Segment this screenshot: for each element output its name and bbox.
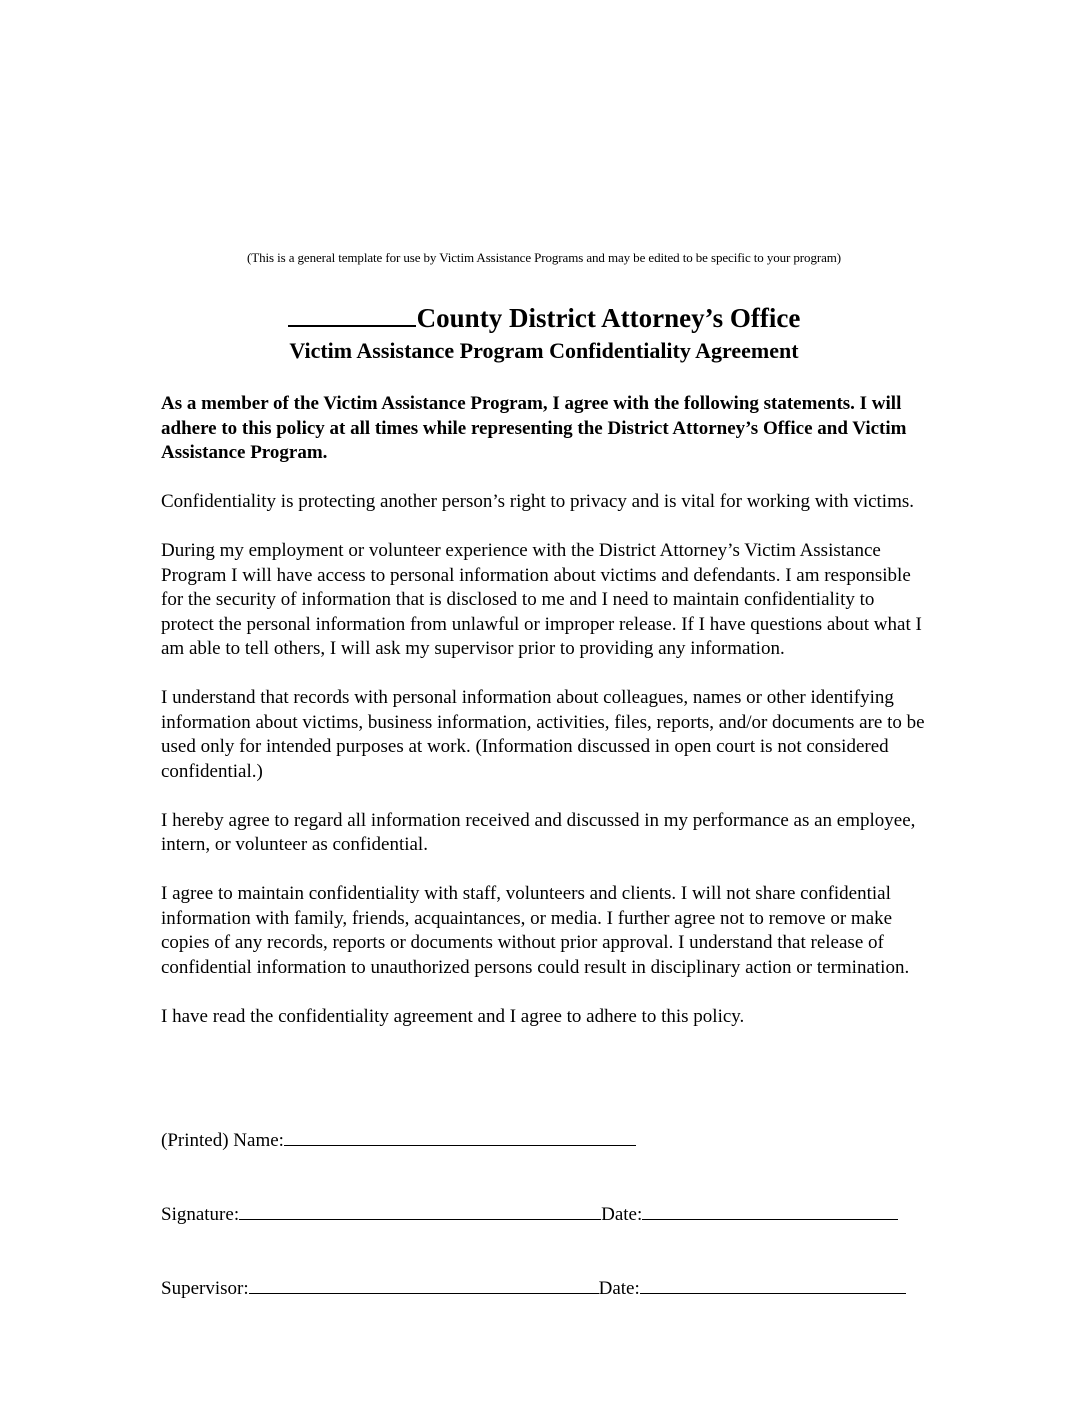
template-note: (This is a general template for use by Victim Assistance Programs and may be edited to be specific to your program) [247, 250, 841, 265]
printed-name-row [161, 1127, 636, 1153]
paragraph-agree-confidential: I hereby agree to regard all information received and discussed in my performance as an employee, intern, or volunteer as confidential. [161, 809, 916, 855]
intro-statement: As a member of the Victim Assistance Program, I agree with the following statements. I will adhere to this policy at all times while representing the District Attorney’s Office and Victim Assistance Program. [161, 393, 907, 463]
supervisor-label: Supervisor: [161, 1278, 249, 1299]
document-title [0, 300, 1088, 336]
county-blank-line[interactable] [288, 301, 416, 327]
paragraph-confidentiality-definition: Confidentiality is protecting another person’s right to privacy and is vital for working with victims. [161, 491, 915, 512]
supervisor-field[interactable] [249, 1275, 599, 1294]
title-text: County District Attorney’s Office [416, 303, 801, 333]
signature-label: Signature: [161, 1204, 240, 1225]
printed-name-field[interactable] [284, 1127, 636, 1146]
paragraph-acknowledgement: I have read the confidentiality agreement and I agree to adhere to this policy. [161, 1005, 745, 1027]
signature-row [161, 1201, 898, 1227]
supervisor-date-field[interactable] [640, 1275, 906, 1294]
paragraph-maintain-confidentiality: I agree to maintain confidentiality with staff, volunteers and clients. I will not share confidential information with family, friends, acquaintances, or media. I further agree not to remove or make copies of any records, reports or documents without prior approval. I understand that release of confidential information to unauthorized persons could result in disciplinary action or termination. [161, 883, 910, 978]
printed-name-label: (Printed) Name: [161, 1130, 284, 1151]
paragraph-records-usage: I understand that records with personal information about colleagues, names or other identifying information about victims, business information, activities, files, reports, and/or documents are to be used only for intended purposes at work. (Information discussed in open court is not considered confidential.) [161, 687, 925, 782]
signature-date-field[interactable] [642, 1201, 898, 1220]
agreement-body [161, 392, 931, 1054]
document-subtitle: Victim Assistance Program Confidentiality Agreement [289, 338, 799, 363]
signature-field[interactable] [239, 1201, 601, 1220]
supervisor-row [161, 1275, 906, 1301]
supervisor-date-label: Date: [598, 1278, 640, 1299]
paragraph-access-to-information: During my employment or volunteer experience with the District Attorney’s Victim Assistance Program I will have access to personal information about victims and defendants. I am responsible for the security of information that is disclosed to me and I need to maintain confidentiality to protect the personal information from unlawful or improper release. If I have questions about what I am able to tell others, I will ask my supervisor prior to providing any information. [161, 540, 922, 659]
signature-date-label: Date: [601, 1204, 643, 1225]
